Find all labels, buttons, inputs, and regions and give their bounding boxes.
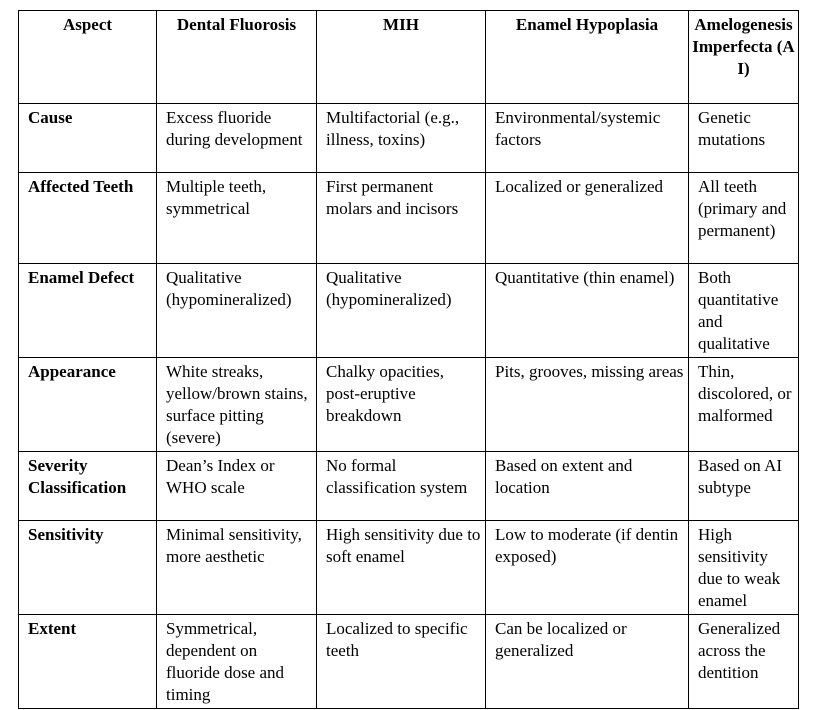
cell-mih: No formal classification system bbox=[317, 452, 486, 521]
cell-ai: Thin, discolored, or malformed bbox=[689, 358, 799, 452]
cell-ai: Generalized across the dentition bbox=[689, 615, 799, 709]
cell-hypoplasia: Pits, grooves, missing areas bbox=[486, 358, 689, 452]
cell-hypoplasia: Based on extent and location bbox=[486, 452, 689, 521]
table-row bbox=[19, 264, 799, 358]
cell-fluorosis: Qualitative (hypomineralized) bbox=[157, 264, 317, 358]
cell-ai: High sensitivity due to weak enamel bbox=[689, 521, 799, 615]
cell-mih: Chalky opacities, post-eruptive breakdown bbox=[317, 358, 486, 452]
cell-hypoplasia: Environmental/systemic factors bbox=[486, 104, 689, 173]
cell-mih: First permanent molars and incisors bbox=[317, 173, 486, 264]
cell-mih: High sensitivity due to soft enamel bbox=[317, 521, 486, 615]
header-mih: MIH bbox=[317, 11, 486, 104]
cell-fluorosis: Multiple teeth, symmetrical bbox=[157, 173, 317, 264]
header-amelogenesis-imperfecta: Amelogenesis Imperfecta (AI) bbox=[689, 11, 799, 104]
cell-fluorosis: Excess fluoride during development bbox=[157, 104, 317, 173]
row-label-sensitivity: Sensitivity bbox=[19, 521, 157, 615]
table-header-row bbox=[19, 11, 799, 104]
cell-ai: All teeth (primary and permanent) bbox=[689, 173, 799, 264]
cell-hypoplasia: Localized or generalized bbox=[486, 173, 689, 264]
cell-ai: Genetic mutations bbox=[689, 104, 799, 173]
table-row bbox=[19, 452, 799, 521]
cell-fluorosis: White streaks, yellow/brown stains, surface pitting (severe) bbox=[157, 358, 317, 452]
cell-mih: Multifactorial (e.g., illness, toxins) bbox=[317, 104, 486, 173]
cell-hypoplasia: Quantitative (thin enamel) bbox=[486, 264, 689, 358]
table-row bbox=[19, 104, 799, 173]
cell-fluorosis: Dean’s Index or WHO scale bbox=[157, 452, 317, 521]
table-row bbox=[19, 615, 799, 709]
cell-fluorosis: Symmetrical, dependent on fluoride dose and timing bbox=[157, 615, 317, 709]
row-label-cause: Cause bbox=[19, 104, 157, 173]
row-label-enamel-defect: Enamel Defect bbox=[19, 264, 157, 358]
row-label-extent: Extent bbox=[19, 615, 157, 709]
row-label-severity-classification: Severity Classification bbox=[19, 452, 157, 521]
cell-mih: Qualitative (hypomineralized) bbox=[317, 264, 486, 358]
header-dental-fluorosis: Dental Fluorosis bbox=[157, 11, 317, 104]
cell-fluorosis: Minimal sensitivity, more aesthetic bbox=[157, 521, 317, 615]
header-enamel-hypoplasia: Enamel Hypoplasia bbox=[486, 11, 689, 104]
cell-ai: Based on AI subtype bbox=[689, 452, 799, 521]
cell-hypoplasia: Low to moderate (if dentin exposed) bbox=[486, 521, 689, 615]
header-aspect: Aspect bbox=[19, 11, 157, 104]
cell-ai: Both quantitative and qualitative bbox=[689, 264, 799, 358]
row-label-affected-teeth: Affected Teeth bbox=[19, 173, 157, 264]
comparison-table bbox=[18, 10, 799, 709]
table-row bbox=[19, 173, 799, 264]
table-row bbox=[19, 521, 799, 615]
row-label-appearance: Appearance bbox=[19, 358, 157, 452]
table-row bbox=[19, 358, 799, 452]
cell-hypoplasia: Can be localized or generalized bbox=[486, 615, 689, 709]
cell-mih: Localized to specific teeth bbox=[317, 615, 486, 709]
